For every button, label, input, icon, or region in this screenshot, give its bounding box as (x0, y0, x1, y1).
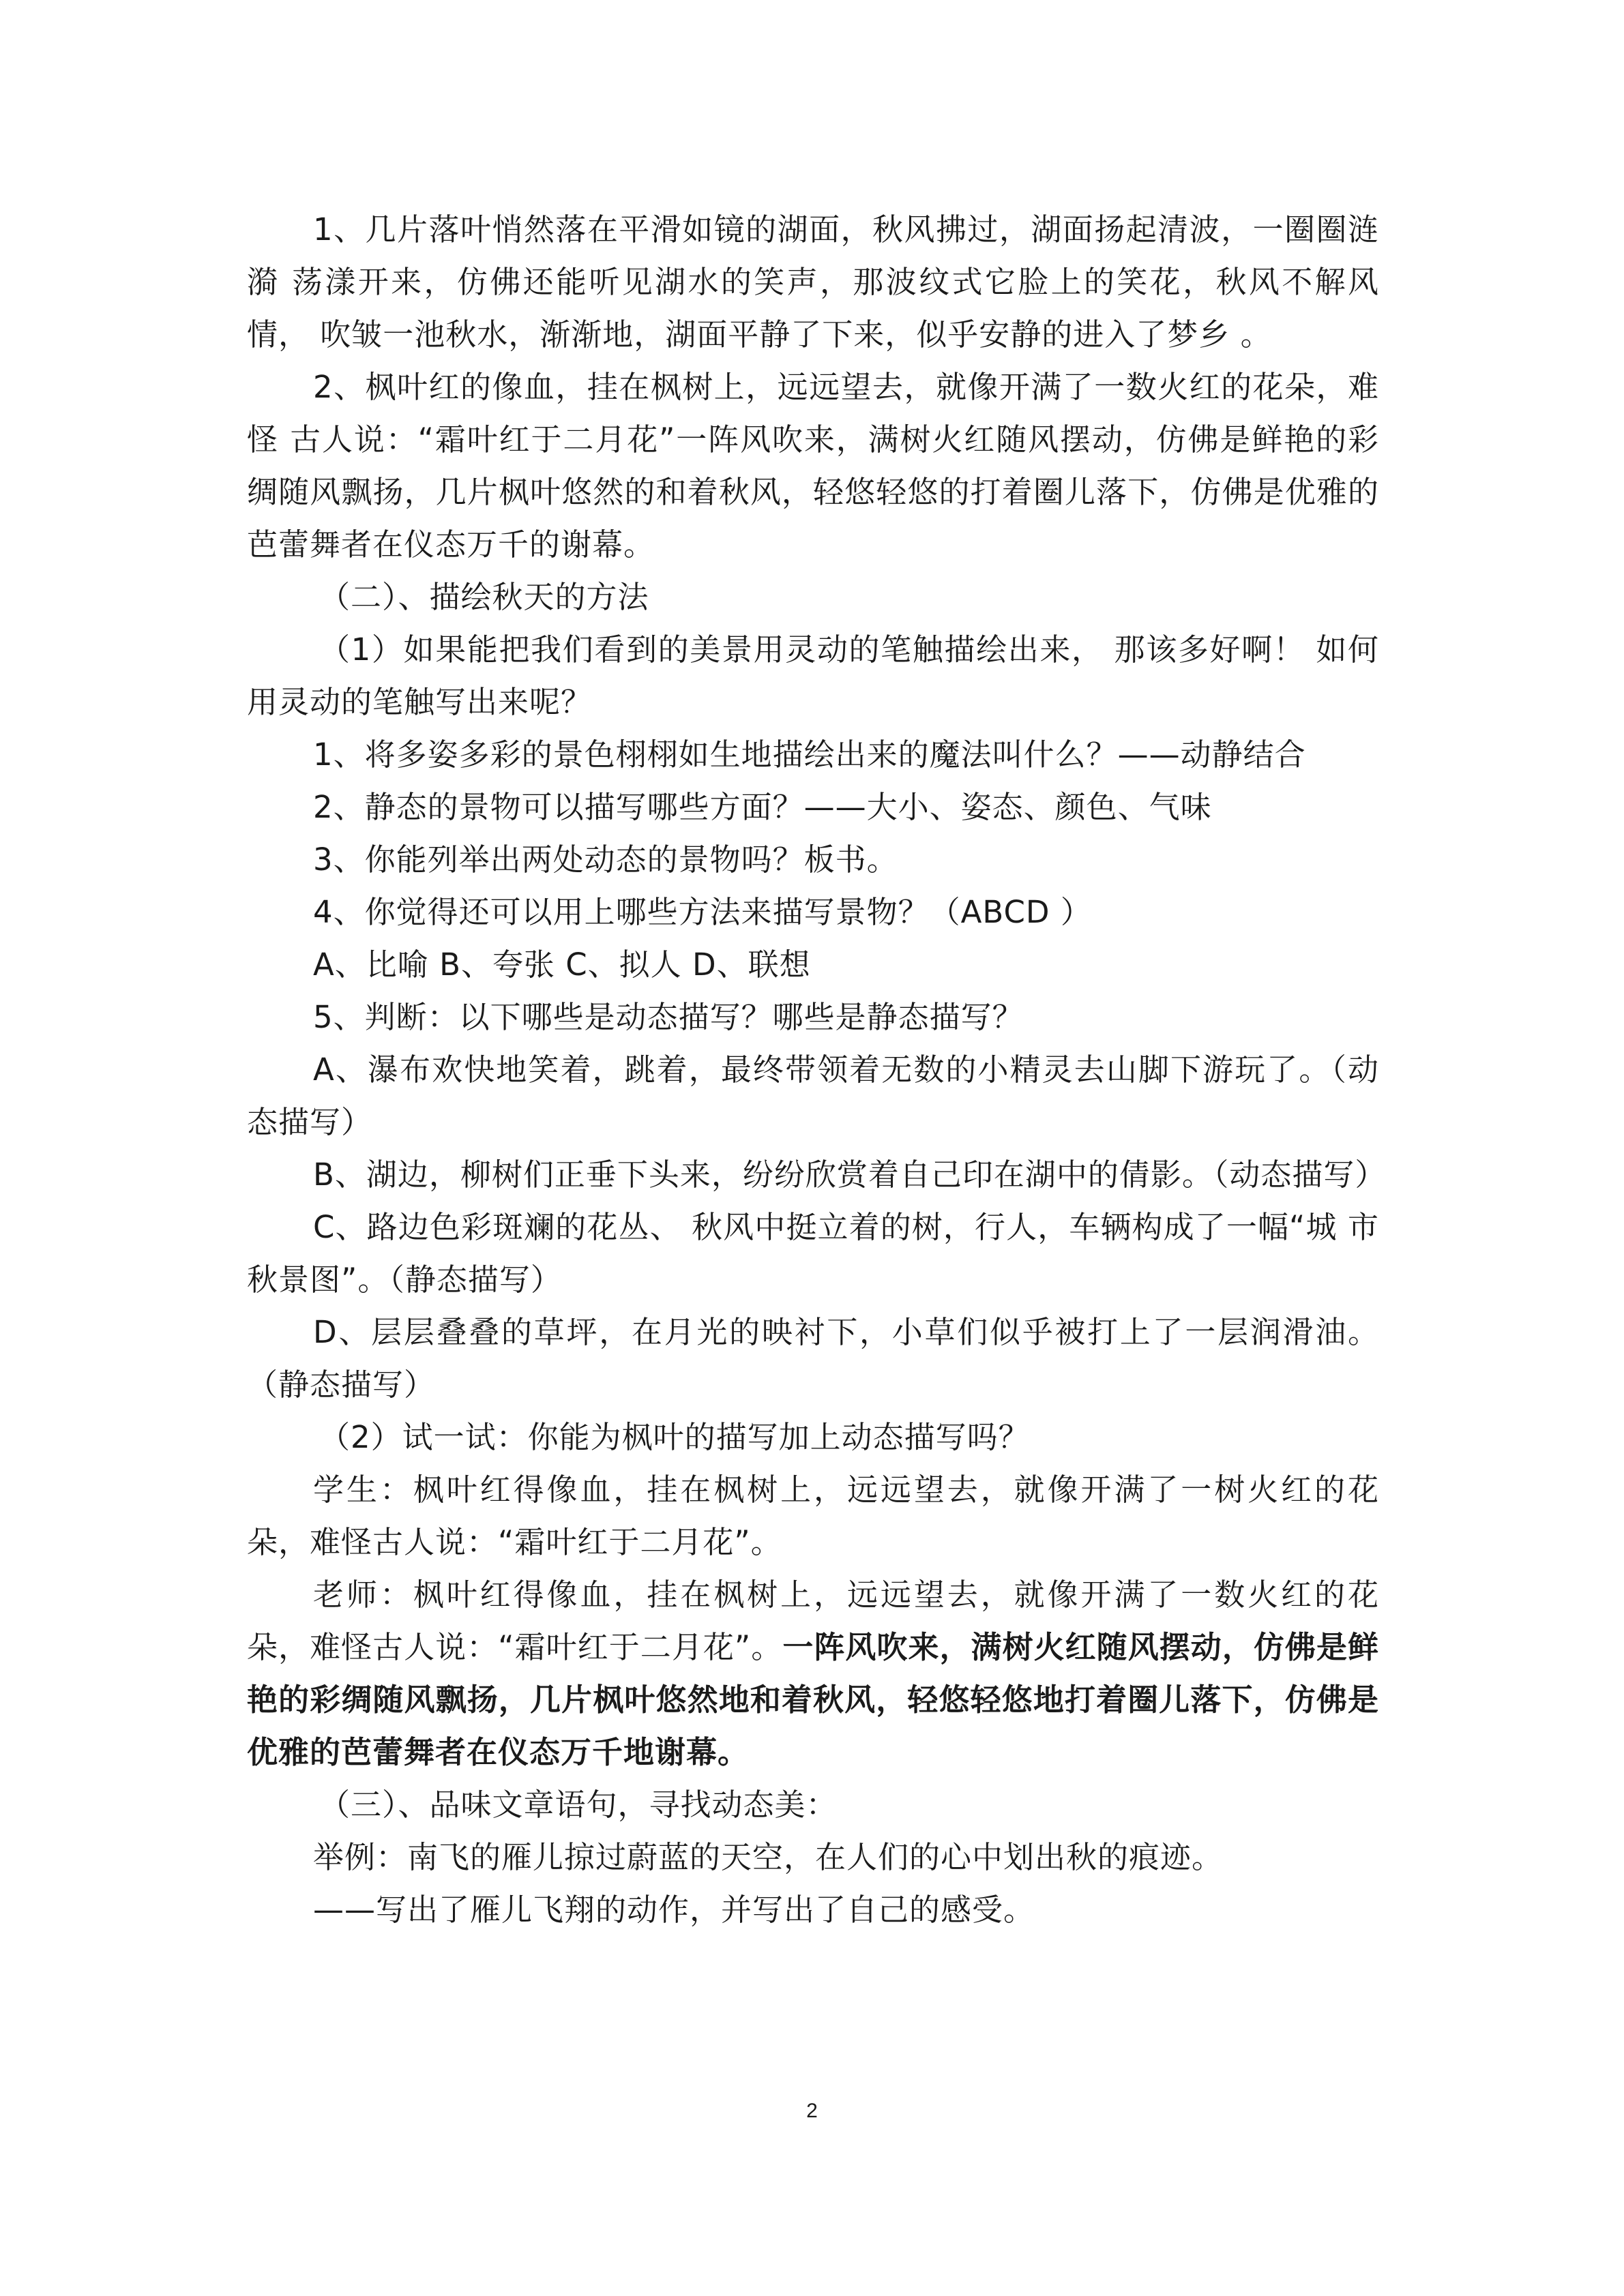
example-sentence: 举例：南飞的雁儿掠过蔚蓝的天空，在人们的心中划出秋的痕迹。 (313, 1839, 1224, 1875)
student-answer: 学生：枫叶红得像血，挂在枫树上，远远望去，就像开满了一树火红的花朵，难怪古人说：“霜叶红于二月花”。 (247, 1472, 1379, 1560)
section-heading-appreciation: （三）、品味文章语句，寻找动态美： (319, 1787, 838, 1823)
example-comment: ——写出了雁儿飞翔的动作，并写出了自己的感受。 (313, 1892, 1035, 1928)
judgement-item-d: D、层层叠叠的草坪，在月光的映衬下，小草们似乎被打上了一层润滑油。 （静态描写） (247, 1314, 1379, 1403)
list-item: 3、你能列举出两处动态的景物吗？板书。 (313, 841, 898, 878)
paragraph-maple: 2、枫叶红的像血，挂在枫树上，远远望去，就像开满了一数火红的花朵，难怪 古人说：“霜叶红于二月花”一阵风吹来，满树火红随风摆动，仿佛是鲜艳的彩 绸随风飘扬，几片枫叶悠然的和着秋风，轻悠轻悠的打着圈儿落下，仿佛是优雅的芭蕾舞者在仪态万千的谢幕。 (247, 369, 1379, 563)
teacher-answer (247, 1568, 1379, 1778)
paragraph-question-intro: （1）如果能把我们看到的美景用灵动的笔触描绘出来， 那该多好啊！ 如何用灵动的笔触写出来呢？ (247, 631, 1379, 720)
list-item: 4、你觉得还可以用上哪些方法来描写景物？（ABCD ） (313, 894, 1092, 930)
judgement-item-c: C、路边色彩斑斓的花丛、 秋风中挺立着的树，行人，车辆构成了一幅“城 市秋景图”。（静态描写） (247, 1209, 1379, 1298)
list-item: 2、静态的景物可以描写哪些方面？——大小、姿态、颜色、气味 (313, 789, 1212, 825)
page-number: 2 (806, 2100, 818, 2122)
judgement-item-b: B、湖边，柳树们正垂下头来，纷纷欣赏着自己印在湖中的倩影。（动态描写） (313, 1157, 1387, 1193)
options-line: A、比喻 B、夸张 C、拟人 D、联想 (313, 946, 811, 983)
judgement-item-a: A、瀑布欢快地笑着，跳着，最终带领着无数的小精灵去山脚下游玩了。（动态描写） (247, 1052, 1379, 1140)
list-item: 1、将多姿多彩的景色栩栩如生地描绘出来的魔法叫什么？——动静结合 (313, 736, 1306, 773)
teacher-answer-bold: 一阵风吹来，满树火红随风摆动，仿佛是鲜艳的彩绸随风飘扬，几片枫叶悠然地和着秋风，轻悠轻悠地打着圈儿落下，仿佛是优雅的芭蕾舞者在仪态万千地谢幕。 (247, 1629, 1379, 1770)
document-body (247, 203, 1387, 1936)
paragraph-lake: 1、几片落叶悄然落在平滑如镜的湖面，秋风拂过，湖面扬起清波，一圈圈涟漪 荡漾开来，仿佛还能听见湖水的笑声，那波纹式它脸上的笑花，秋风不解风情， 吹皱一池秋水，渐渐地，湖面平静了下来，似乎安静的进入了梦乡 。 (247, 211, 1379, 353)
exercise-heading: （2）试一试：你能为枫叶的描写加上动态描写吗？ (319, 1419, 1030, 1455)
teacher-answer-plain: 老师：枫叶红得像血，挂在枫树上，远远望去，就像开满了一数火红的花朵，难怪古人说：“霜叶红于二月花”。 (247, 1577, 1379, 1665)
list-item: 5、判断：以下哪些是动态描写？哪些是静态描写？ (313, 999, 1024, 1035)
section-heading-methods: （二）、描绘秋天的方法 (319, 579, 649, 615)
